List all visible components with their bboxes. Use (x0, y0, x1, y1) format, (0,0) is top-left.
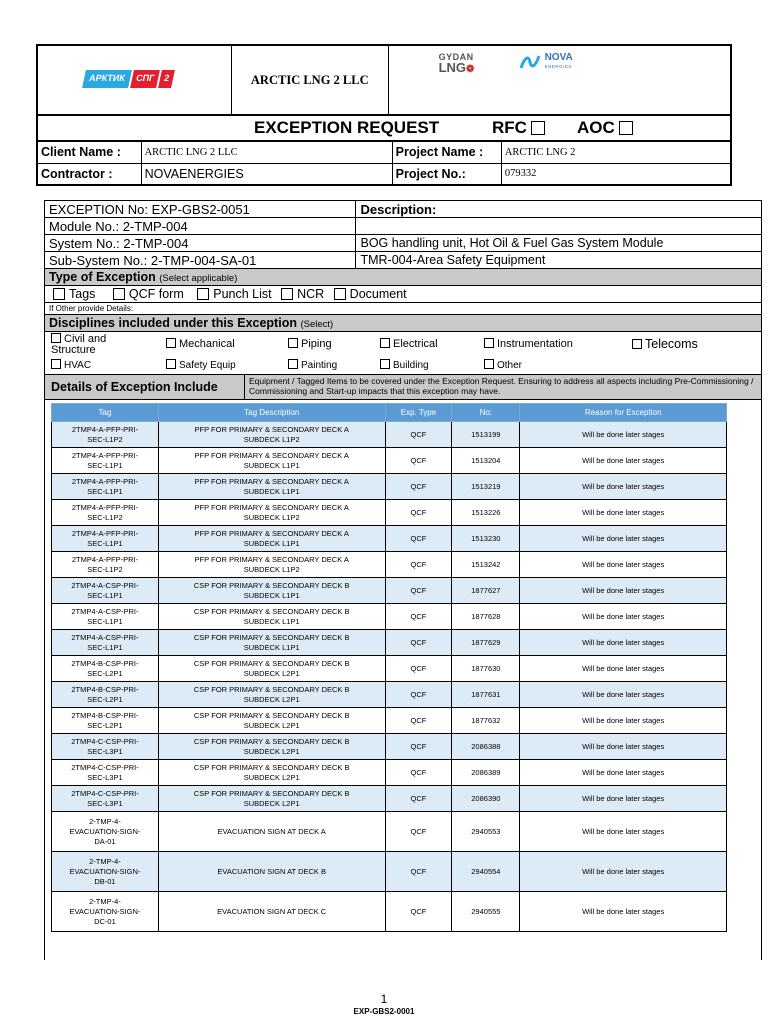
project-name-label: Project Name : (392, 141, 501, 163)
footer-doc-code: EXP-GBS2-0001 (353, 1007, 415, 1016)
discipline-safety-equip[interactable]: Safety Equip (166, 359, 236, 371)
system-description: BOG handling unit, Hot Oil & Fuel Gas System Module (356, 235, 762, 252)
exception-section (44, 200, 762, 400)
number-cell: 1513230 (452, 526, 520, 552)
discipline-hvac[interactable]: HVAC (51, 359, 91, 371)
tag-description-cell: PFP FOR PRIMARY & SECONDARY DECK A SUBDECK L1P1 (158, 448, 385, 474)
reason-cell: Will be done later stages (520, 448, 727, 474)
piping-checkbox[interactable] (288, 338, 298, 348)
col-header-reason: Reason for Exception (520, 404, 727, 422)
client-name-label: Client Name : (37, 141, 141, 163)
form-title: EXCEPTION REQUEST (254, 118, 440, 137)
discipline-painting[interactable]: Painting (288, 359, 337, 371)
tag-cell: 2TMP4-A-PFP-PRI- SEC-L1P2 (52, 422, 159, 448)
reason-cell: Will be done later stages (520, 630, 727, 656)
instrumentation-checkbox[interactable] (484, 338, 494, 348)
disciplines-options (45, 332, 762, 375)
table-row (52, 500, 727, 526)
tag-description-cell: EVACUATION SIGN AT DECK C (158, 892, 385, 932)
number-cell: 2940553 (452, 812, 520, 852)
tag-cell: 2TMP4-C-CSP-PRI- SEC-L3P1 (52, 734, 159, 760)
project-no-label: Project No.: (392, 163, 501, 185)
col-header-tag: Tag (52, 404, 159, 422)
tag-description-cell: CSP FOR PRIMARY & SECONDARY DECK B SUBDECK L1P1 (158, 604, 385, 630)
tag-description-cell: CSP FOR PRIMARY & SECONDARY DECK B SUBDECK L2P1 (158, 786, 385, 812)
exp-type-cell: QCF (385, 552, 452, 578)
reason-cell: Will be done later stages (520, 760, 727, 786)
electrical-checkbox[interactable] (380, 338, 390, 348)
tag-table (51, 403, 727, 932)
disciplines-heading: Disciplines included under this Exception (Select) (45, 315, 762, 332)
table-row (52, 786, 727, 812)
exception-type-options (45, 286, 762, 303)
discipline-civil-structure[interactable]: Civil and Structure (51, 333, 107, 356)
aoc-checkbox[interactable] (619, 121, 633, 135)
tag-description-cell: CSP FOR PRIMARY & SECONDARY DECK B SUBDECK L2P1 (158, 760, 385, 786)
table-row (52, 630, 727, 656)
table-row (52, 656, 727, 682)
tag-description-cell: EVACUATION SIGN AT DECK A (158, 812, 385, 852)
tag-description-cell: CSP FOR PRIMARY & SECONDARY DECK B SUBDECK L1P1 (158, 578, 385, 604)
reason-cell: Will be done later stages (520, 474, 727, 500)
reason-cell: Will be done later stages (520, 552, 727, 578)
number-cell: 2086390 (452, 786, 520, 812)
table-row (52, 552, 727, 578)
details-row (45, 375, 762, 400)
tag-description-cell: CSP FOR PRIMARY & SECONDARY DECK B SUBDECK L2P1 (158, 682, 385, 708)
exp-type-cell: QCF (385, 708, 452, 734)
tag-description-cell: CSP FOR PRIMARY & SECONDARY DECK B SUBDECK L2P1 (158, 734, 385, 760)
description-label: Description: (356, 201, 762, 218)
number-cell: 2086388 (452, 734, 520, 760)
tag-cell: 2TMP4-A-CSP-PRI- SEC-L1P1 (52, 578, 159, 604)
safety-checkbox[interactable] (166, 359, 176, 369)
table-header-row (52, 404, 727, 422)
number-cell: 1513204 (452, 448, 520, 474)
number-cell: 1513242 (452, 552, 520, 578)
exp-type-cell: QCF (385, 892, 452, 932)
number-cell: 1877629 (452, 630, 520, 656)
type-of-exception-heading: Type of Exception (Select applicable) (45, 269, 762, 286)
tag-cell: 2TMP4-A-PFP-PRI- SEC-L1P1 (52, 448, 159, 474)
exp-type-cell: QCF (385, 682, 452, 708)
table-row (52, 708, 727, 734)
hvac-checkbox[interactable] (51, 359, 61, 369)
exp-type-cell: QCF (385, 474, 452, 500)
discipline-building[interactable]: Building (380, 359, 429, 371)
gydan-lng-logo: GYDAN LNG❁ (438, 52, 475, 75)
table-row (52, 422, 727, 448)
reason-cell: Will be done later stages (520, 852, 727, 892)
discipline-telecoms[interactable]: Telecoms (632, 337, 698, 351)
page-number: 1 (380, 992, 388, 1006)
number-cell: 1877627 (452, 578, 520, 604)
tag-description-cell: PFP FOR PRIMARY & SECONDARY DECK A SUBDECK L1P1 (158, 526, 385, 552)
type-document-checkbox[interactable] (334, 288, 346, 300)
exp-type-cell: QCF (385, 852, 452, 892)
type-qcf-checkbox[interactable] (113, 288, 125, 300)
form-title-row (37, 115, 731, 141)
tag-cell: 2TMP4-B-CSP-PRI- SEC-L2P1 (52, 656, 159, 682)
building-checkbox[interactable] (380, 359, 390, 369)
number-cell: 1877632 (452, 708, 520, 734)
reason-cell: Will be done later stages (520, 892, 727, 932)
reason-cell: Will be done later stages (520, 656, 727, 682)
tag-cell: 2TMP4-A-PFP-PRI- SEC-L1P1 (52, 474, 159, 500)
rfc-option[interactable]: RFC (492, 118, 545, 138)
contractor-label: Contractor : (37, 163, 141, 185)
table-row (52, 734, 727, 760)
exp-type-cell: QCF (385, 656, 452, 682)
table-row (52, 604, 727, 630)
number-cell: 2940554 (452, 852, 520, 892)
tag-cell: 2TMP4-B-CSP-PRI- SEC-L2P1 (52, 682, 159, 708)
number-cell: 1877628 (452, 604, 520, 630)
exp-type-cell: QCF (385, 786, 452, 812)
reason-cell: Will be done later stages (520, 812, 727, 852)
tag-cell: 2TMP4-A-PFP-PRI- SEC-L1P1 (52, 526, 159, 552)
reason-cell: Will be done later stages (520, 604, 727, 630)
col-header-no: No: (452, 404, 520, 422)
exp-type-cell: QCF (385, 812, 452, 852)
number-cell: 1877631 (452, 682, 520, 708)
painting-checkbox[interactable] (288, 359, 298, 369)
reason-cell: Will be done later stages (520, 734, 727, 760)
type-option-punch-list[interactable]: Punch List (197, 287, 271, 301)
number-cell: 1513199 (452, 422, 520, 448)
type-ncr-checkbox[interactable] (281, 288, 293, 300)
tag-cell: 2TMP4-A-PFP-PRI- SEC-L1P2 (52, 552, 159, 578)
type-option-qcf-form[interactable]: QCF form (113, 287, 184, 301)
tag-description-cell: PFP FOR PRIMARY & SECONDARY DECK A SUBDECK L1P1 (158, 474, 385, 500)
exp-type-cell: QCF (385, 734, 452, 760)
tag-description-cell: PFP FOR PRIMARY & SECONDARY DECK A SUBDECK L1P2 (158, 422, 385, 448)
company-name: ARCTIC LNG 2 LLC (250, 72, 369, 87)
tag-description-cell: PFP FOR PRIMARY & SECONDARY DECK A SUBDECK L1P2 (158, 552, 385, 578)
reason-cell: Will be done later stages (520, 578, 727, 604)
header-block (36, 44, 732, 186)
discipline-electrical[interactable]: Electrical (380, 338, 438, 350)
nova-energies-logo: NOVA ENERGIES (519, 52, 599, 76)
table-body (52, 422, 727, 932)
exp-type-cell: QCF (385, 500, 452, 526)
col-header-exp-type: Exp. Type (385, 404, 452, 422)
type-punch-checkbox[interactable] (197, 288, 209, 300)
discipline-instrumentation[interactable]: Instrumentation (484, 338, 573, 350)
table-row (52, 474, 727, 500)
tag-cell: 2-TMP-4- EVACUATION-SIGN- DC-01 (52, 892, 159, 932)
number-cell: 1513219 (452, 474, 520, 500)
number-cell: 2940555 (452, 892, 520, 932)
type-tags-checkbox[interactable] (53, 288, 65, 300)
reason-cell: Will be done later stages (520, 526, 727, 552)
tag-cell: 2TMP4-C-CSP-PRI- SEC-L3P1 (52, 760, 159, 786)
subsystem-number: Sub-System No.: 2-TMP-004-SA-01 (45, 252, 356, 269)
table-row (52, 526, 727, 552)
reason-cell: Will be done later stages (520, 786, 727, 812)
reason-cell: Will be done later stages (520, 422, 727, 448)
discipline-piping[interactable]: Piping (288, 338, 332, 350)
exp-type-cell: QCF (385, 422, 452, 448)
number-cell: 1877630 (452, 656, 520, 682)
table-row (52, 812, 727, 852)
subsystem-description: TMR-004-Area Safety Equipment (356, 252, 762, 269)
exp-type-cell: QCF (385, 448, 452, 474)
exception-number: EXCEPTION No: EXP-GBS2-0051 (45, 201, 356, 218)
mechanical-checkbox[interactable] (166, 338, 176, 348)
tag-description-cell: CSP FOR PRIMARY & SECONDARY DECK B SUBDECK L1P1 (158, 630, 385, 656)
discipline-other[interactable]: Other (484, 359, 522, 371)
exp-type-cell: QCF (385, 604, 452, 630)
details-text: Equipment / Tagged Items to be covered under the Exception Request. Ensuring to address all aspects including Pre-Commissioning / Commissioning and Start-up impacts that this exception may have. (249, 376, 754, 396)
type-option-ncr[interactable]: NCR (281, 287, 324, 301)
project-name-value: ARCTIC LNG 2 (501, 141, 731, 163)
table-row (52, 852, 727, 892)
type-option-document[interactable]: Document (334, 287, 407, 301)
project-no-value: 079332 (501, 163, 731, 185)
tag-cell: 2-TMP-4- EVACUATION-SIGN- DB-01 (52, 852, 159, 892)
frame-right-line (761, 384, 762, 960)
table-row (52, 448, 727, 474)
aoc-option[interactable]: AOC (577, 118, 633, 138)
rfc-checkbox[interactable] (531, 121, 545, 135)
table-row (52, 578, 727, 604)
tag-cell: 2-TMP-4- EVACUATION-SIGN- DA-01 (52, 812, 159, 852)
tag-description-cell: EVACUATION SIGN AT DECK B (158, 852, 385, 892)
arctic-logo: АРКТИК СПГ 2 (38, 46, 232, 114)
partner-logos (388, 45, 731, 115)
tag-description-cell: CSP FOR PRIMARY & SECONDARY DECK B SUBDECK L2P1 (158, 656, 385, 682)
telecoms-checkbox[interactable] (632, 339, 642, 349)
client-name-value: ARCTIC LNG 2 LLC (141, 141, 392, 163)
tag-description-cell: CSP FOR PRIMARY & SECONDARY DECK B SUBDECK L2P1 (158, 708, 385, 734)
module-number: Module No.: 2-TMP-004 (45, 218, 356, 235)
number-cell: 1513226 (452, 500, 520, 526)
tag-cell: 2TMP4-A-PFP-PRI- SEC-L1P2 (52, 500, 159, 526)
tag-cell: 2TMP4-A-CSP-PRI- SEC-L1P1 (52, 630, 159, 656)
table-row (52, 892, 727, 932)
col-header-tag-description: Tag Description (158, 404, 385, 422)
type-option-tags[interactable]: Tags (53, 287, 95, 301)
other-checkbox[interactable] (484, 359, 494, 369)
exp-type-cell: QCF (385, 578, 452, 604)
table-row (52, 682, 727, 708)
exp-type-cell: QCF (385, 630, 452, 656)
tag-description-cell: PFP FOR PRIMARY & SECONDARY DECK A SUBDECK L1P2 (158, 500, 385, 526)
reason-cell: Will be done later stages (520, 708, 727, 734)
discipline-mechanical[interactable]: Mechanical (166, 338, 235, 350)
reason-cell: Will be done later stages (520, 500, 727, 526)
nova-wave-icon (519, 54, 541, 70)
frame-left-line (44, 384, 45, 960)
other-details-label: If Other provide Details: (45, 303, 762, 315)
system-number: System No.: 2-TMP-004 (45, 235, 356, 252)
module-description (356, 218, 762, 235)
details-heading: Details of Exception Include (45, 375, 245, 399)
reason-cell: Will be done later stages (520, 682, 727, 708)
number-cell: 2086389 (452, 760, 520, 786)
exp-type-cell: QCF (385, 760, 452, 786)
tag-cell: 2TMP4-C-CSP-PRI- SEC-L3P1 (52, 786, 159, 812)
contractor-value: NOVAENERGIES (141, 163, 392, 185)
tag-cell: 2TMP4-A-CSP-PRI- SEC-L1P1 (52, 604, 159, 630)
tag-cell: 2TMP4-B-CSP-PRI- SEC-L2P1 (52, 708, 159, 734)
table-row (52, 760, 727, 786)
exp-type-cell: QCF (385, 526, 452, 552)
civil-checkbox[interactable] (51, 333, 61, 343)
logo-company-cell (37, 45, 388, 115)
